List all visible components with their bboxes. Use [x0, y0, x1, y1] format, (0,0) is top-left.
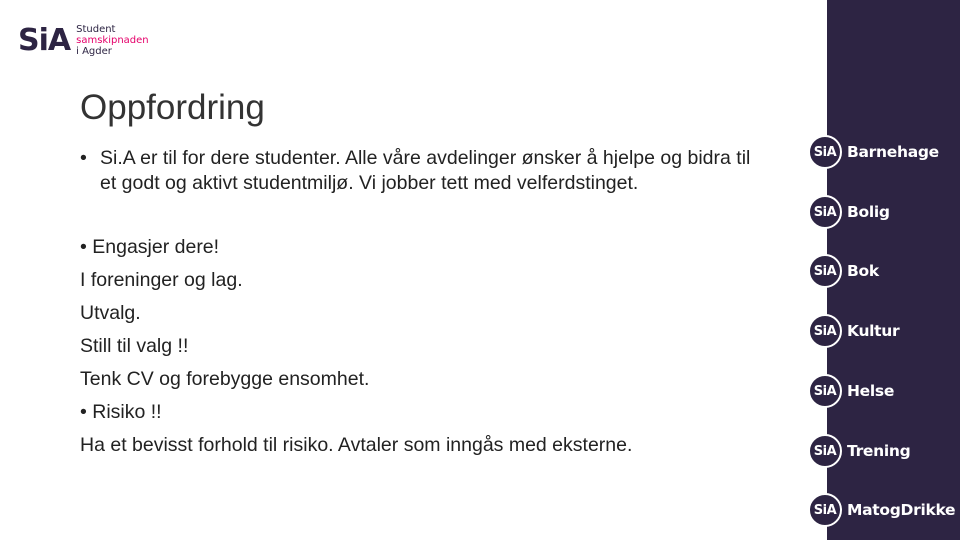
- brand-helse: [808, 374, 894, 408]
- brand-name: Helse: [847, 382, 895, 400]
- brand-trening: [808, 434, 910, 468]
- sia-badge-icon: SiA: [808, 195, 842, 229]
- sia-badge-icon: SiA: [808, 493, 842, 527]
- brand-name: Barnehage: [847, 143, 939, 161]
- sia-logo-text: [76, 24, 149, 57]
- logo-line-3: i Agder: [76, 46, 112, 57]
- brand-bok: [808, 254, 879, 288]
- sia-badge-icon: SiA: [808, 434, 842, 468]
- brand-matogdrikke: [808, 493, 955, 527]
- sia-badge-icon: SiA: [808, 374, 842, 408]
- body-line: • Engasjer dere!: [80, 236, 220, 258]
- brand-name: MatogDrikke: [847, 501, 956, 519]
- body-line: Utvalg.: [80, 302, 141, 324]
- brand-kultur: [808, 314, 899, 348]
- body-line: Tenk CV og forebygge ensomhet.: [80, 368, 370, 390]
- brand-bolig: [808, 195, 890, 229]
- brand-name: Kultur: [847, 322, 900, 340]
- brand-name: Bok: [847, 262, 879, 280]
- body-lines: [80, 231, 770, 462]
- sia-badge-icon: SiA: [808, 254, 842, 288]
- sia-logo: [18, 24, 149, 57]
- brand-name: Trening: [847, 442, 911, 460]
- logo-line-1: Student: [76, 24, 116, 35]
- body-line: Ha et bevisst forhold til risiko. Avtaler som inngås med eksterne.: [80, 434, 633, 456]
- sia-badge-icon: SiA: [808, 135, 842, 169]
- slide-content: [80, 146, 770, 462]
- intro-text: Si.A er til for dere studenter. Alle våre avdelinger ønsker å hjelpe og bidra til et godt og aktivt studentmiljø. Vi jobber tett med velferdstinget.: [100, 147, 751, 194]
- brand-barnehage: [808, 135, 939, 169]
- intro-bullet: [80, 146, 770, 196]
- sia-badge-icon: SiA: [808, 314, 842, 348]
- slide-title: Oppfordring: [80, 88, 265, 127]
- body-line: • Risiko !!: [80, 401, 162, 423]
- sia-logo-mark: SiA: [18, 22, 71, 58]
- brand-name: Bolig: [847, 203, 890, 221]
- bullet-symbol: •: [80, 147, 87, 169]
- logo-line-2: samskipnaden: [76, 35, 149, 46]
- body-line: I foreninger og lag.: [80, 269, 243, 291]
- body-line: Still til valg !!: [80, 335, 189, 357]
